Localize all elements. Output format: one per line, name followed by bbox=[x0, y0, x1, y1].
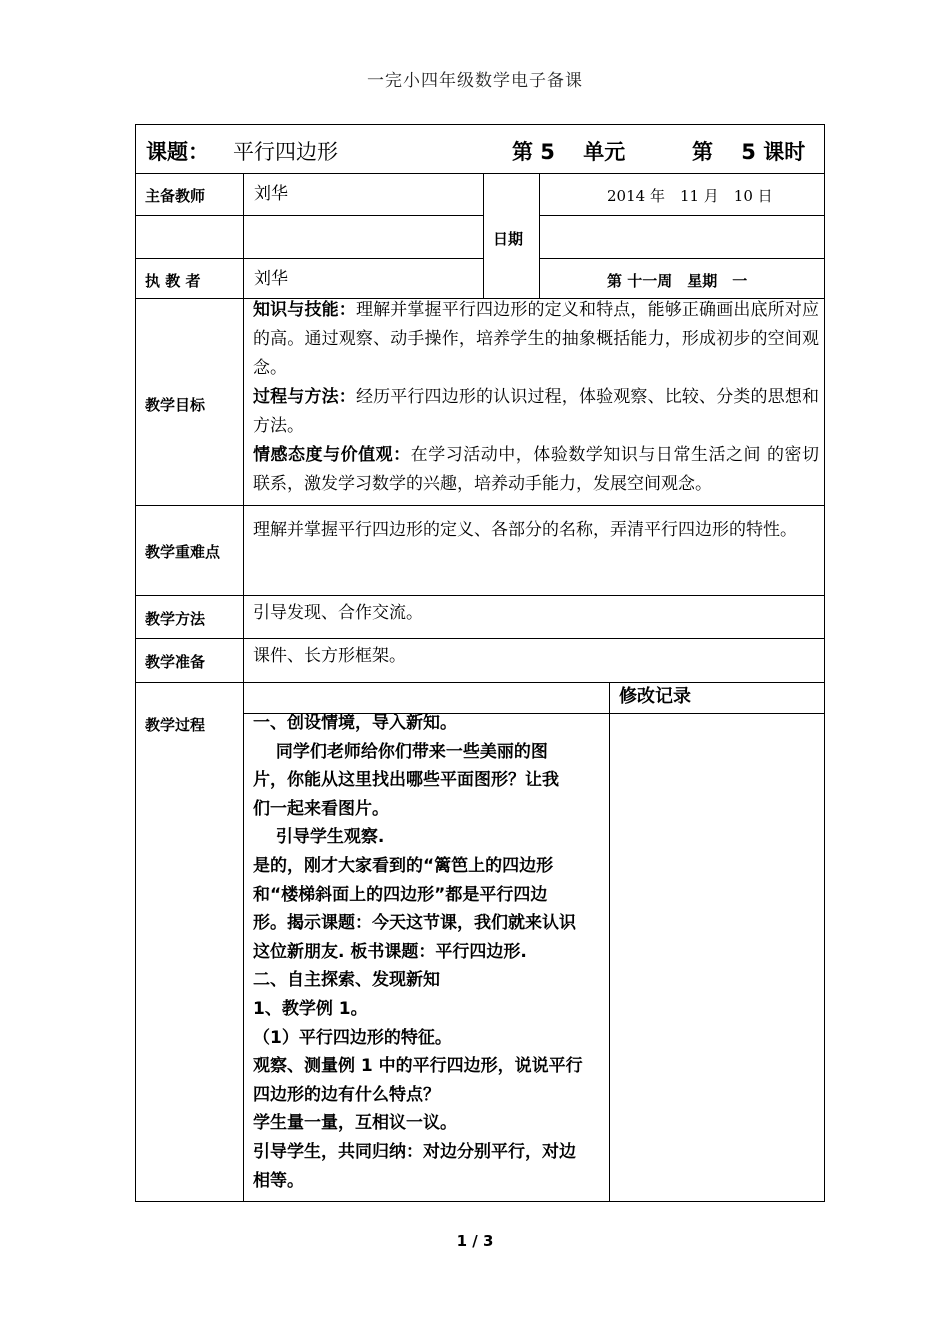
process-line: 引导学生观察. bbox=[253, 827, 385, 848]
teacher-name: 刘华 bbox=[254, 269, 288, 289]
process-line: 引导学生，共同归纳：对边分别平行，对边 bbox=[253, 1141, 576, 1162]
objectives-content bbox=[253, 296, 819, 499]
page-header: 一完小四年级数学电子备课 bbox=[367, 71, 583, 91]
process-label: 教学过程 bbox=[145, 716, 206, 734]
lead-teacher-label: 主备教师 bbox=[145, 187, 206, 205]
lead-teacher-name: 刘华 bbox=[254, 184, 288, 204]
prep-text: 课件、长方形框架。 bbox=[253, 646, 406, 666]
process-line: 形。揭示课题：今天这节课，我们就来认识 bbox=[253, 913, 576, 934]
objective-head: 过程与方法： bbox=[253, 387, 356, 407]
objective-head: 情感态度与价值观： bbox=[253, 445, 411, 465]
process-line: 片，你能从这里找出哪些平面图形？让我 bbox=[253, 770, 559, 791]
objectives-label: 教学目标 bbox=[145, 396, 206, 414]
week-value: 第 十一周 星期 一 bbox=[607, 272, 748, 290]
process-line: 同学们老师给你们带来一些美丽的图 bbox=[253, 741, 548, 762]
revision-label: 修改记录 bbox=[619, 686, 691, 707]
process-content bbox=[253, 709, 605, 1195]
process-line: 这位新朋友. 板书课题：平行四边形. bbox=[253, 941, 527, 962]
prep-label: 教学准备 bbox=[145, 653, 206, 671]
objective-text: 理解并掌握平行四边形的定义和特点，能够正确画出底所对应的高。通过观察、动手操作，培养学生的抽象概括能力，形成初步的空间观念。 bbox=[253, 300, 819, 378]
lesson-number: 第 5 课时 bbox=[692, 140, 806, 164]
process-line: 和“楼梯斜面上的四边形”都是平行四边 bbox=[253, 884, 548, 905]
lesson-topic: 平行四边形 bbox=[233, 140, 338, 164]
process-line: 二、自主探索、发现新知 bbox=[253, 970, 440, 991]
process-line: 观察、测量例 1 中的平行四边形，说说平行 bbox=[253, 1056, 583, 1077]
objective-text: 经历平行四边形的认识过程，体验观察、比较、分类的思想和方法。 bbox=[253, 387, 819, 436]
process-line: 1、教学例 1。 bbox=[253, 998, 368, 1019]
process-line: 相等。 bbox=[253, 1170, 304, 1191]
title-label: 课题： bbox=[146, 140, 209, 164]
key-points-text: 理解并掌握平行四边形的定义、各部分的名称，弄清平行四边形的特性。 bbox=[253, 520, 797, 540]
objective-attitude bbox=[253, 441, 819, 499]
method-text: 引导发现、合作交流。 bbox=[253, 603, 423, 623]
process-line: 学生量一量，互相议一议。 bbox=[253, 1113, 457, 1134]
date-label: 日期 bbox=[493, 230, 524, 248]
objective-text: 在学习活动中，体验数学知识与日常生活之间 的密切联系，激发学习数学的兴趣，培养动手能力，发展空间观念。 bbox=[253, 445, 820, 494]
process-line: 四边形的边有什么特点？ bbox=[253, 1084, 440, 1105]
page-number: 1 / 3 bbox=[456, 1232, 494, 1250]
objective-head: 知识与技能： bbox=[253, 300, 356, 320]
objective-process bbox=[253, 383, 819, 441]
unit-number: 第 5 单元 bbox=[512, 140, 626, 164]
objective-knowledge bbox=[253, 296, 819, 383]
process-line: （1）平行四边形的特征。 bbox=[253, 1027, 452, 1048]
process-line: 一、创设情境，导入新知。 bbox=[253, 713, 457, 733]
teacher-label: 执 教 者 bbox=[145, 272, 201, 290]
process-line: 们一起来看图片。 bbox=[253, 798, 389, 819]
key-points-label: 教学重难点 bbox=[145, 543, 221, 561]
date-value: 2014 年 11 月 10 日 bbox=[607, 187, 773, 205]
method-label: 教学方法 bbox=[145, 610, 206, 628]
process-line: 是的，刚才大家看到的“篱笆上的四边形 bbox=[253, 855, 554, 876]
